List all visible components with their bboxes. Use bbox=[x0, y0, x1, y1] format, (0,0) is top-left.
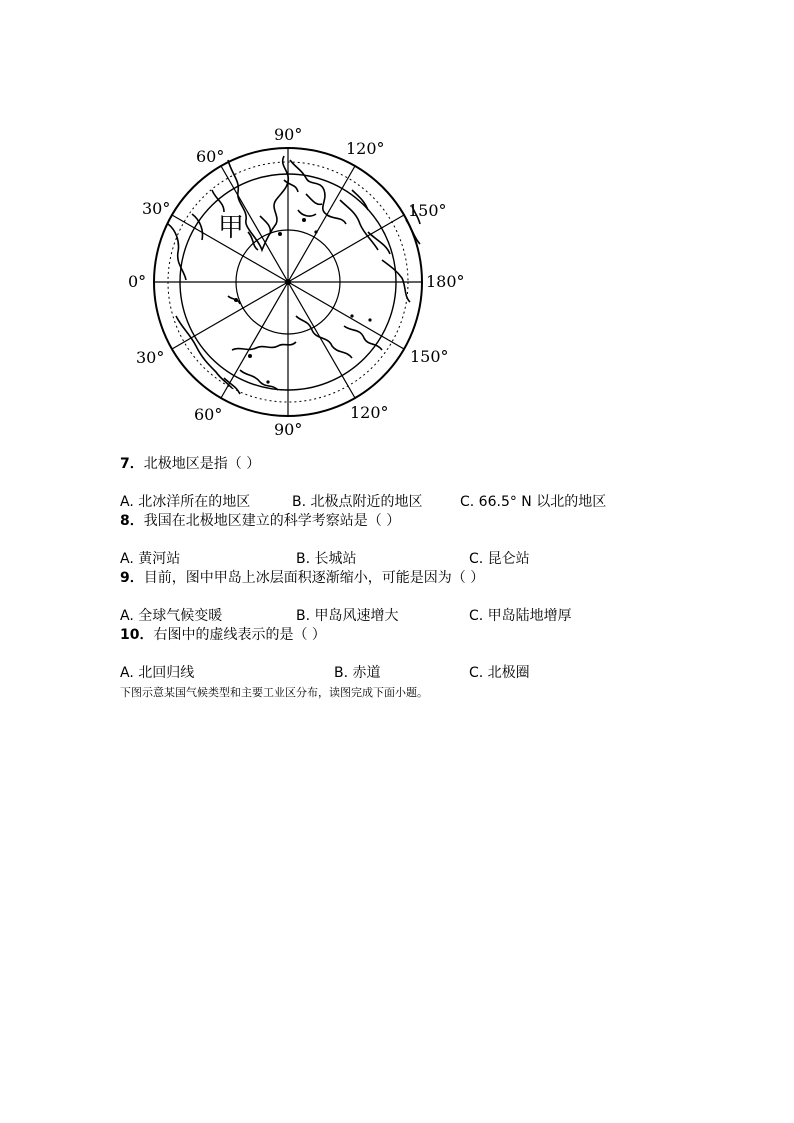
question-8-text: 我国在北极地区建立的科学考察站是（ ） bbox=[143, 513, 401, 529]
next-section-instruction: 下图示意某国气候类型和主要工业区分布，读图完成下面小题。 bbox=[120, 686, 428, 699]
question-7 bbox=[120, 455, 260, 473]
question-9-option-b: B. 甲岛风速增大 bbox=[296, 608, 399, 624]
label-30-top-left: 30° bbox=[142, 199, 171, 218]
label-120-top-right: 120° bbox=[346, 139, 385, 158]
label-120-bottom-right: 120° bbox=[350, 403, 389, 422]
question-8-number: 8． bbox=[120, 513, 144, 529]
coastlines bbox=[168, 156, 420, 394]
question-10-number: 10． bbox=[120, 627, 154, 643]
question-9 bbox=[120, 569, 484, 587]
question-10-option-b: B. 赤道 bbox=[334, 665, 381, 681]
question-10-option-c: C. 北极圈 bbox=[469, 665, 530, 681]
polar-map-svg bbox=[120, 120, 480, 450]
question-9-number: 9． bbox=[120, 570, 144, 586]
label-jia-island: 甲 bbox=[218, 213, 245, 243]
label-0: 0° bbox=[128, 272, 147, 291]
question-8-option-c: C. 昆仑站 bbox=[469, 551, 530, 567]
question-9-option-c: C. 甲岛陆地增厚 bbox=[469, 608, 572, 624]
label-60-top-left: 60° bbox=[196, 147, 225, 166]
question-9-option-a: A. 全球气候变暖 bbox=[120, 608, 223, 624]
question-10 bbox=[120, 626, 326, 644]
question-8 bbox=[120, 512, 400, 530]
label-60-bottom-left: 60° bbox=[194, 405, 223, 424]
arctic-polar-map bbox=[120, 120, 480, 450]
question-7-option-b: B. 北极点附近的地区 bbox=[292, 494, 423, 510]
question-7-text: 北极地区是指（ ） bbox=[143, 456, 261, 472]
label-30-bottom-left: 30° bbox=[136, 348, 165, 367]
question-7-option-a: A. 北冰洋所在的地区 bbox=[120, 494, 251, 510]
label-150-bottom-right: 150° bbox=[410, 347, 449, 366]
question-10-option-a: A. 北回归线 bbox=[120, 665, 195, 681]
north-pole-dot bbox=[285, 279, 291, 285]
label-180: 180° bbox=[426, 272, 465, 291]
question-8-option-a: A. 黄河站 bbox=[120, 551, 181, 567]
question-9-text: 目前，图中甲岛上冰层面积逐渐缩小，可能是因为（ ） bbox=[143, 570, 485, 586]
label-90-top: 90° bbox=[274, 125, 303, 144]
question-7-option-c: C. 66.5° N 以北的地区 bbox=[460, 494, 607, 510]
question-7-number: 7． bbox=[120, 456, 144, 472]
question-8-option-b: B. 长城站 bbox=[296, 551, 357, 567]
label-150-top-right: 150° bbox=[408, 201, 447, 220]
question-10-text: 右图中的虚线表示的是（ ） bbox=[153, 627, 326, 643]
label-90-bottom: 90° bbox=[274, 420, 303, 439]
